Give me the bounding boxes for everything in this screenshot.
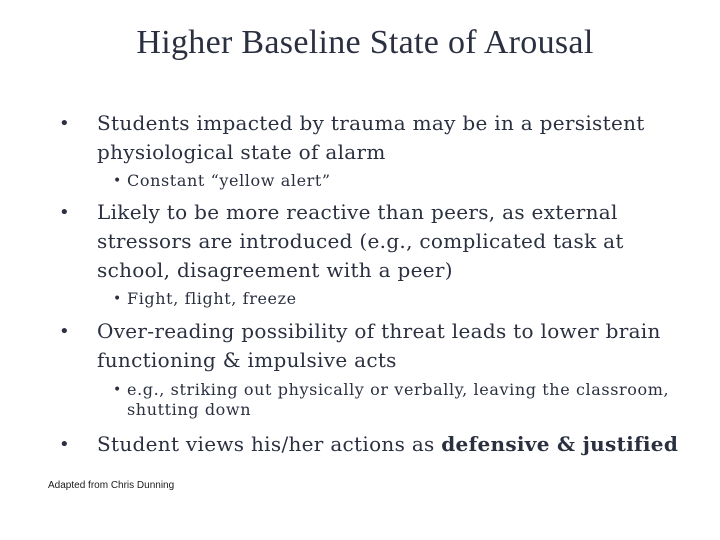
bullet-item [59, 198, 687, 285]
bullet-text: Students impacted by trauma may be in a persistent physiological state of alarm [97, 111, 645, 164]
bullet-dot-icon: • [59, 434, 70, 455]
sub-bullet-item [113, 171, 687, 191]
sub-bullet-dot-icon: • [113, 173, 122, 189]
bullet-emphasis: defensive & justified [441, 432, 679, 456]
bullet-dot-icon: • [59, 202, 70, 223]
sub-bullet-text: Constant “yellow alert” [127, 171, 331, 190]
bullet-item [59, 317, 687, 375]
bullet-dot-icon: • [59, 321, 70, 342]
source-credit: Adapted from Chris Dunning [48, 480, 175, 491]
sub-bullet-text: Fight, flight, freeze [127, 289, 297, 308]
bullet-dot-icon: • [59, 113, 70, 134]
bullet-item [59, 430, 697, 459]
sub-bullet-text: e.g., striking out physically or verbally, leaving the classroom, shutting down [127, 380, 670, 419]
sub-bullet-item [113, 289, 687, 309]
bullet-text: Likely to be more reactive than peers, as external stressors are introduced (e.g., complicated task at school, disagreement with a peer) [97, 200, 624, 282]
bullet-item [59, 109, 687, 167]
sub-bullet-item [113, 380, 692, 420]
sub-bullet-dot-icon: • [113, 291, 122, 307]
bullet-text: Over-reading possibility of threat leads to lower brain functioning & impulsive acts [97, 319, 661, 372]
slide-title: Higher Baseline State of Arousal [136, 24, 594, 61]
sub-bullet-dot-icon: • [113, 382, 122, 398]
bullet-text: Student views his/her actions as [97, 432, 442, 456]
